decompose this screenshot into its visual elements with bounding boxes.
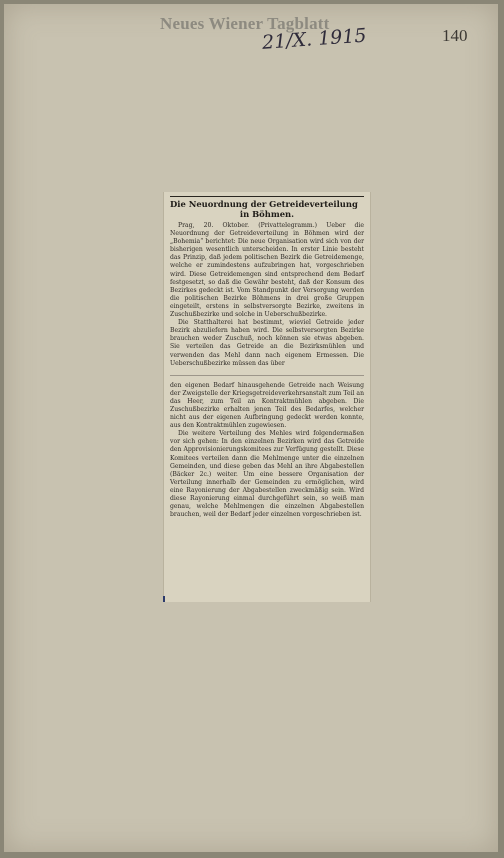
article-body (170, 222, 364, 519)
newspaper-name-stamp: Neues Wiener Tagblatt (160, 14, 330, 33)
article-paragraph-2: Die Statthalterei hat bestimmt, wieviel Getreide jeder Bezirk abzuliefern haben wird. Die selbstversorgten Bezirke brauchen weder Zuschuß, noch können sie etwas abgeben. Sie verteilen das Getreide an die Bezirksmühlen und verwenden das Mehl dann nach eigenem Ermessen. Die Ueberschußbezirke müssen das über (170, 319, 364, 367)
page-number: 140 (442, 26, 468, 45)
clipping-content (170, 196, 364, 519)
article-headline (170, 196, 364, 219)
newspaper-clipping (163, 192, 371, 602)
headline-line-1: Die Neuordnung der Getreideverteilung (170, 199, 358, 209)
headline-line-2: in Böhmen. (239, 209, 295, 219)
ink-mark (163, 596, 165, 602)
article-paragraph-3: den eigenen Bedarf hinausgehende Getreide nach Weisung der Zweigstelle der Kriegsgetreideverkehrsanstalt zum Teil an das Heer, zum Teil an Kontraktmühlen abgeben. Die Zuschußbezirke erhalten jenen Teil des Bedarfes, welcher nicht aus der eigenen Aufbringung gedeckt werden konnte, aus den Kontraktmühlen zugewiesen. (170, 381, 364, 430)
column-join-divider (170, 375, 364, 376)
article-paragraph-4: Die weitere Verteilung des Mehles wird folgendermaßen vor sich gehen: In den einzelnen Bezirken wird das Getreide den Approvisionierungskomitees zur Verfügung gestellt. Diese Komitees verteilen dann die Mehlmenge unter die einzelnen Gemeinden, und diese geben das Mehl an ihre Abgabestellen (Bäcker 2c.) weiter. Um eine bessere Organisation der Verteilung innerhalb der Gemeinden zu ermöglichen, wird eine Rayonierung der Abgabestellen zweckmäßig sein. Wird diese Rayonierung einmal durchgeführt sein, so weiß man genau, welche Mehlmengen die einzelnen Abgabestellen brauchen, weil der Bedarf jeder einzelnen vorgeschrieben ist. (170, 430, 364, 519)
handwritten-date: 21/X. 1915 (261, 24, 368, 54)
article-paragraph-1: Prag, 20. Oktober. (Privattelegramm.) Ueber die Neuordnung der Getreideverteilung in Böhmen wird der „Bohemia“ berichtet: Die neue Organisation wird sich von der bisherigen wesentlich unterscheiden. In erster Linie besteht das Prinzip, daß jedem politischen Bezirk die Getreidemenge, welche er zumindestens aufzubringen hat, vorgeschrieben wird. Diese Getreidemengen sind entsprechend dem Bedarf festgesetzt, so daß die Gewähr besteht, daß der Konsum des Bezirkes gedeckt ist. Vom Standpunkt der Versorgung werden die politischen Bezirke Böhmens in drei große Gruppen eingeteilt, erstens in selbstversorgte Bezirke, zweitens in Zuschußbezirke und solche in Ueberschußbezirke. (170, 222, 364, 319)
